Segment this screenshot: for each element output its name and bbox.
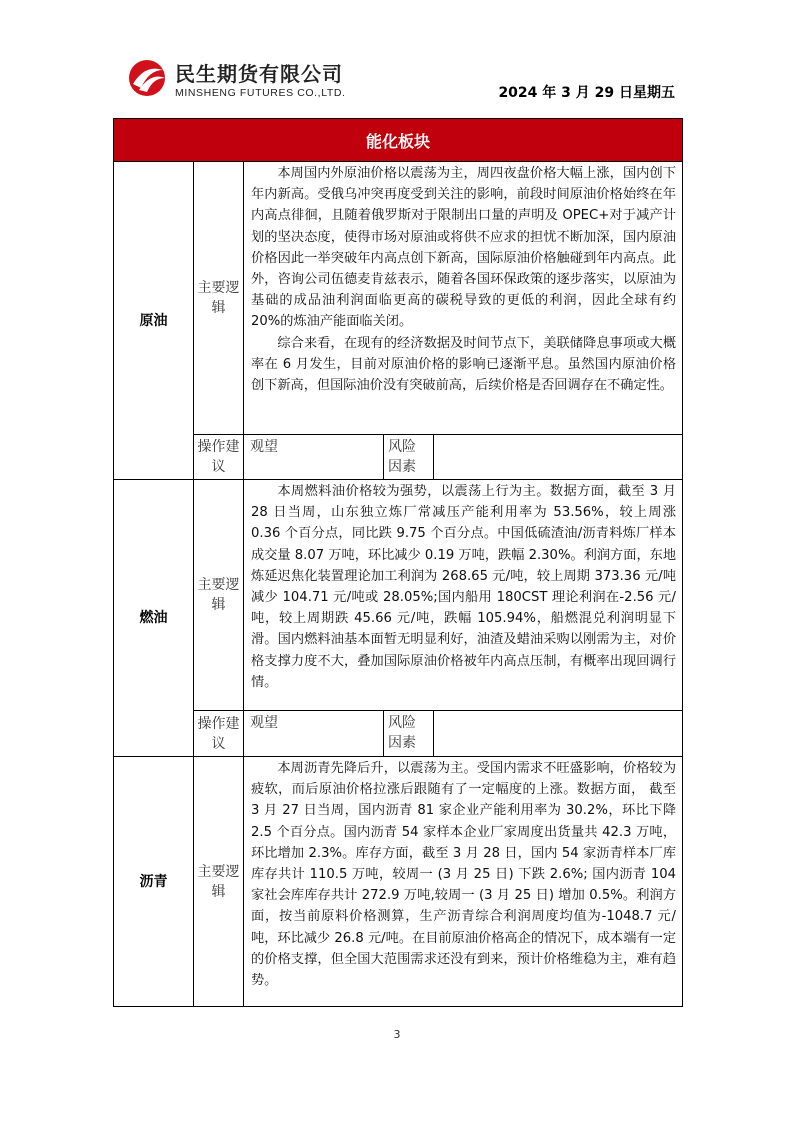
operation-label: 操作建议: [194, 435, 244, 480]
category-crude-oil: 原油: [114, 162, 194, 480]
asphalt-logic: [244, 757, 683, 1007]
logic-label: 主要逻辑: [194, 757, 244, 1007]
operation-label: 操作建议: [194, 711, 244, 757]
risk-label: 风险因素: [384, 711, 434, 757]
category-asphalt: 沥青: [114, 757, 194, 1007]
company-logo: [127, 56, 377, 102]
fuel-oil-operation: 观望: [244, 711, 384, 757]
crude-oil-logic: [244, 162, 683, 435]
fuel-oil-logic: [244, 480, 683, 711]
logic-label: 主要逻辑: [194, 480, 244, 711]
risk-label: 风险因素: [384, 435, 434, 480]
crude-oil-paragraph-2: 综合来看，在现有的经济数据及时间节点下，美联储降息事项或大概率在 6 月发生，目前对原油价格的影响已逐渐平息。虽然国内原油价格创下新高，但国际油价没有突破前高，后续价格是否回调存在不确定性。: [251, 335, 677, 394]
minsheng-logo-icon: [127, 58, 167, 98]
fuel-oil-paragraph-1: 本周燃料油价格较为强势，以震荡上行为主。数据方面，截至 3 月 28 日当周，山东独立炼厂常减压产能利用率为 53.56%，较上周涨 0.36 个百分点，同比跌 9.75 个百分点。中国低硫渣油/沥青料炼厂样本成交量 8.07 万吨，环比减少 0.19 万吨，跌幅 2.30%。利润方面，东地炼延迟焦化装置理论加工利润为 268.65 元/吨，较上周期 373.36 元/吨减少 104.71 元/吨或 28.05%;国内船用 180CST 理论利润在-2.56 元/吨，较上周期跌 45.66 元/吨，跌幅 105.94%，船燃混兑利润明显下滑。国内燃料油基本面暂无明显利好，油渣及蜡油采购以刚需为主，对价格支撑力度不大，叠加国际原油价格被年内高点压制，有概率出现回调行情。: [251, 484, 677, 690]
logo-english-name: MINSHENG FUTURES CO.,LTD.: [175, 87, 346, 99]
fuel-oil-risk: [434, 711, 683, 757]
asphalt-paragraph-1: 本周沥青先降后升，以震荡为主。受国内需求不旺盛影响，价格较为疲软，而后原油价格拉涨后跟随有了一定幅度的上涨。数据方面， 截至 3 月 27 日当周，国内沥青 81 家企业产能利用率为 30.2%，环比下降 2.5 个百分点。国内沥青 54 家样本企业厂家周度出货量共 42.3 万吨，环比增加 2.3%。库存方面，截至 3 月 28 日，国内 54 家沥青样本厂库库存共计 110.5 万吨，较周一 (3 月 25 日) 下跌 2.6%; 国内沥青 104 家社会库库存共计 272.9 万吨,较周一 (3 月 25 日) 增加 0.5%。利润方面，按当前原料价格测算，生产沥青综合利润周度均值为-1048.7 元/吨，环比减少 26.8 元/吨。在目前原油价格高企的情况下，成本端有一定的价格支撑，但全国大范围需求还没有到来，预计价格维稳为主，难有趋势。: [251, 761, 677, 989]
logo-chinese-name: 民生期货有限公司: [175, 62, 343, 86]
category-fuel-oil: 燃油: [114, 480, 194, 757]
crude-oil-paragraph-1: 本周国内外原油价格以震荡为主，周四夜盘价格大幅上涨，国内创下年内新高。受俄乌冲突再度受到关注的影响，前段时间原油价格始终在年内高点徘徊，且随着俄罗斯对于限制出口量的声明及 OPEC+对于减产计划的坚决态度，使得市场对原油或将供不应求的担忧不断加深，国内原油价格因此一举突破年内高点创下新高，国际原油价格触碰到年内高点。此外，咨询公司伍德麦肯兹表示，随着各国环保政策的逐步落实，以原油为基础的成品油利润面临更高的碳税导致的更低的利润，因此全球有约 20%的炼油产能面临关闭。: [251, 166, 677, 330]
crude-oil-risk: [434, 435, 683, 480]
section-title: 能化板块: [114, 119, 683, 162]
page-number: 3: [393, 1028, 401, 1041]
report-date: 2024 年 3 月 29 日星期五: [498, 85, 675, 101]
logic-label: 主要逻辑: [194, 162, 244, 435]
page-header: [113, 52, 681, 114]
crude-oil-operation: 观望: [244, 435, 384, 480]
energy-chemical-table: [113, 118, 683, 1007]
